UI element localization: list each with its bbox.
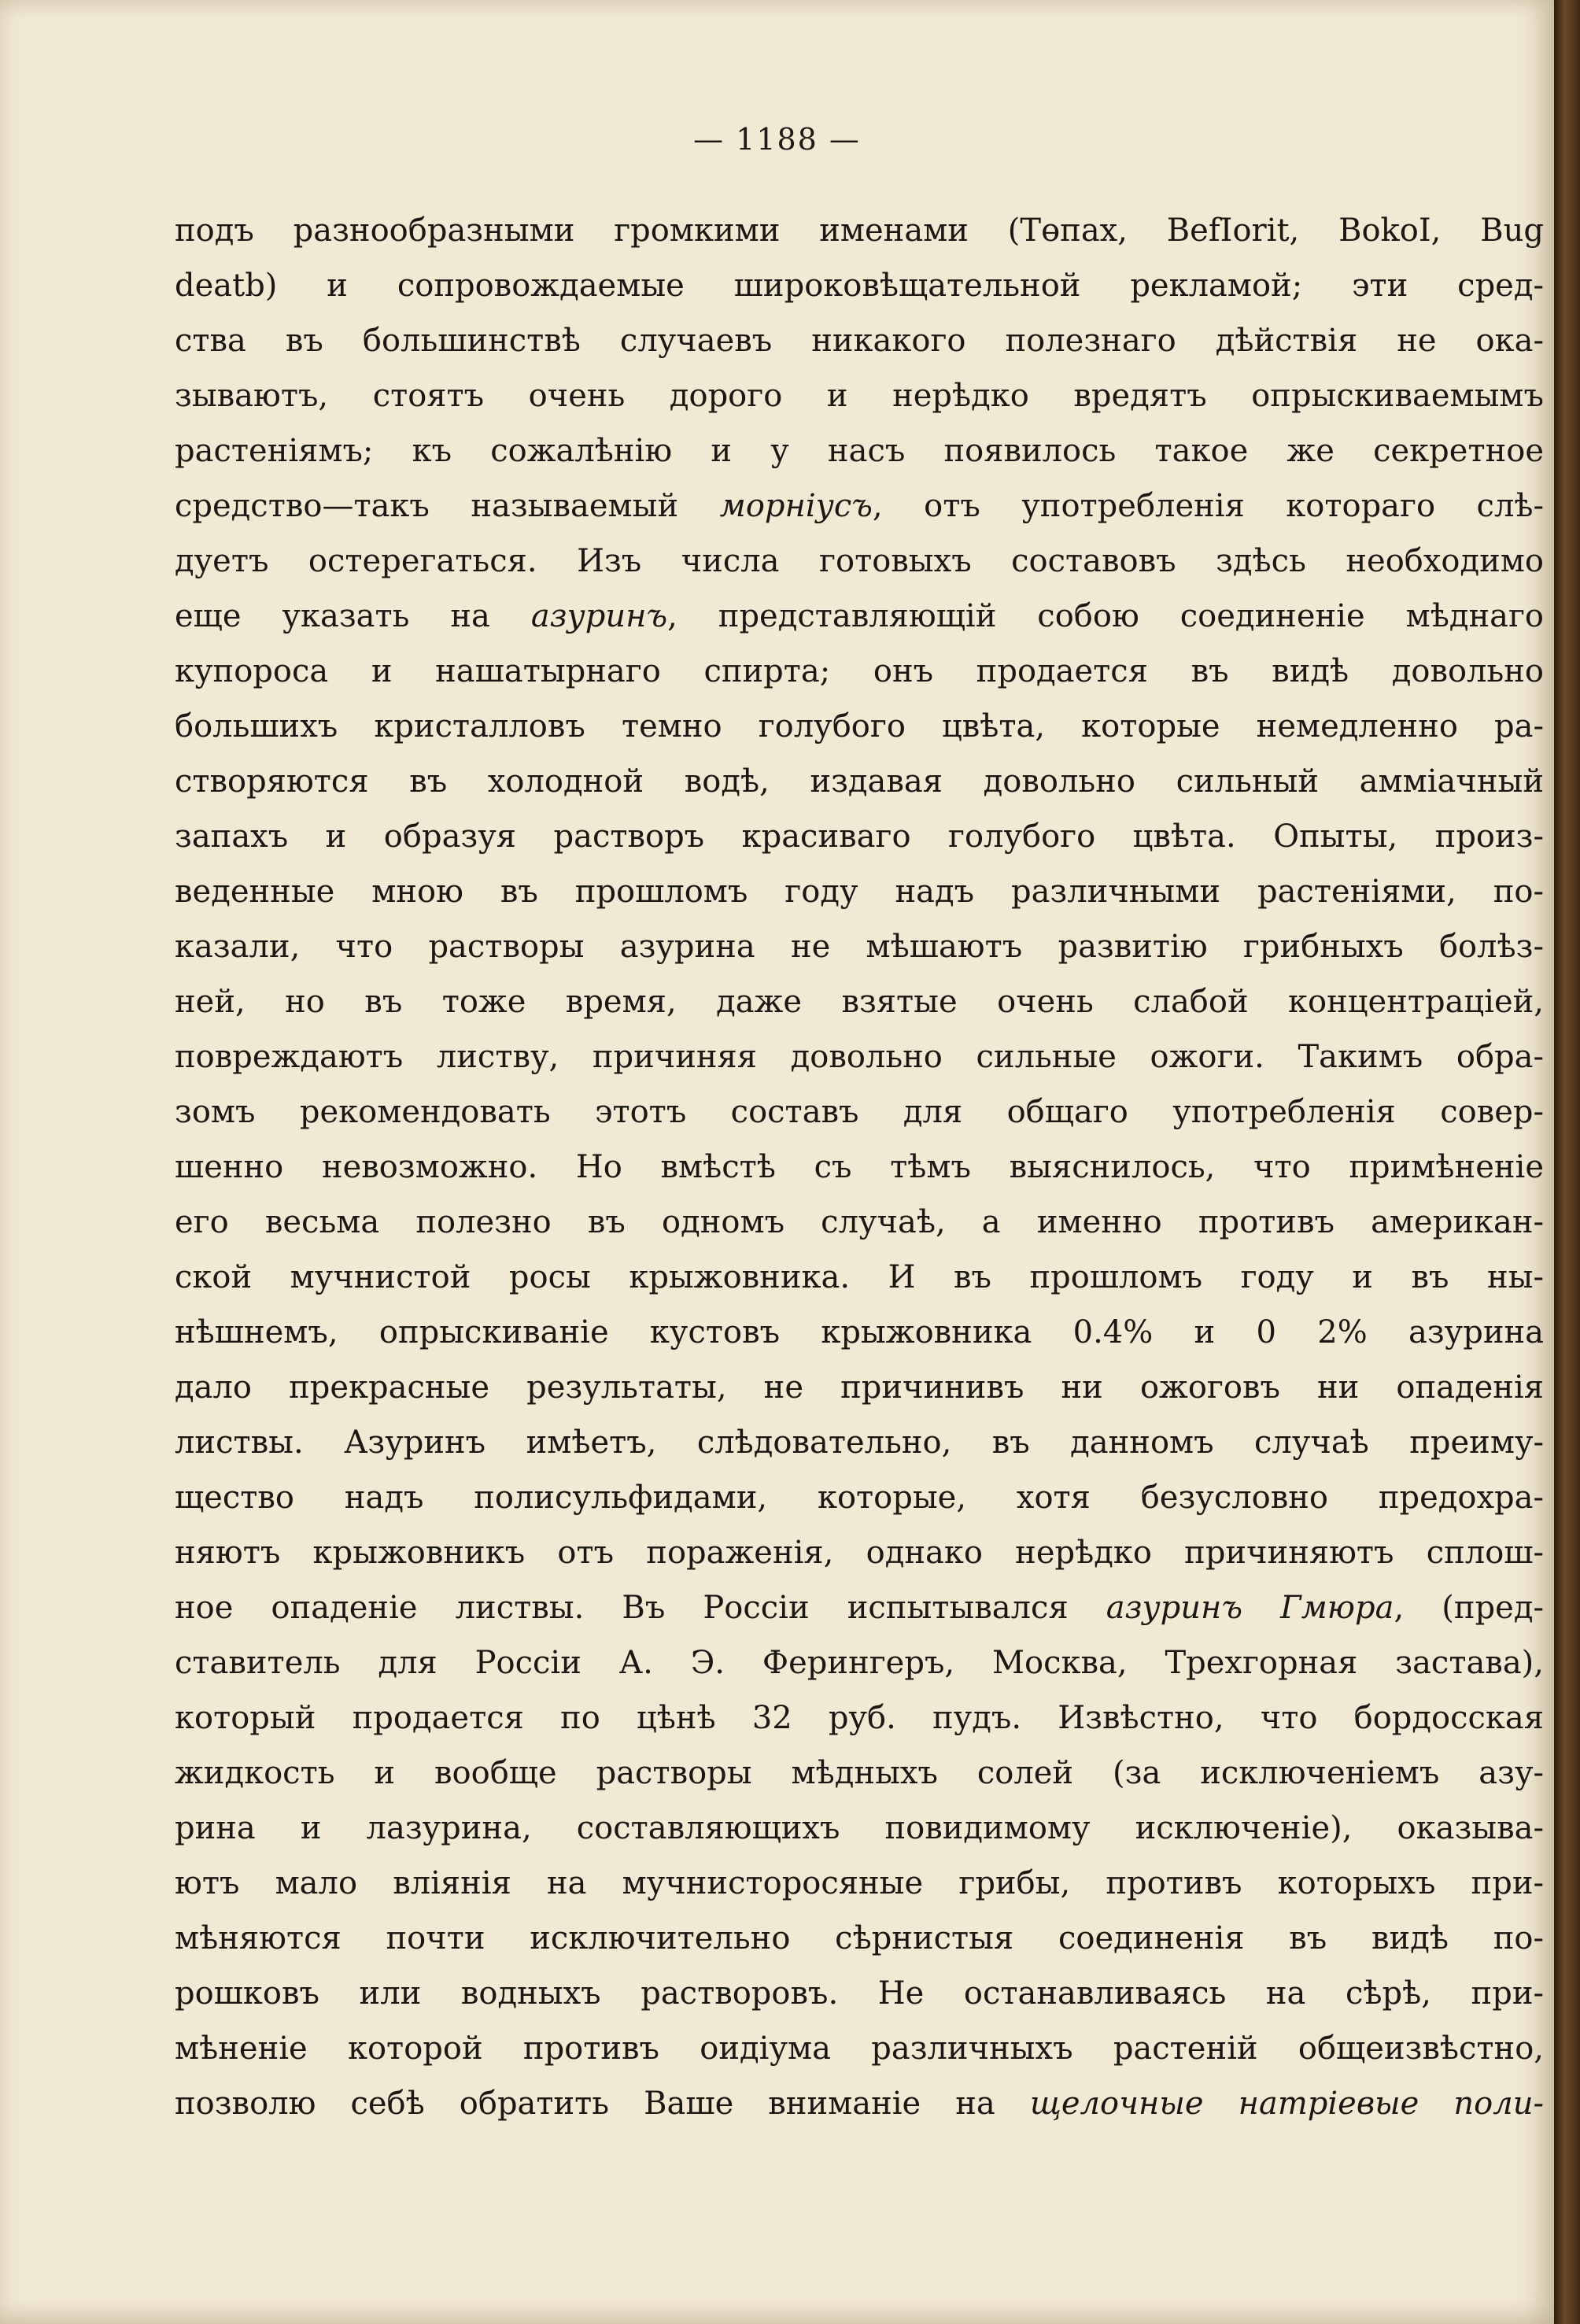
text-line — [175, 1470, 1544, 1525]
text-line — [175, 1690, 1544, 1746]
text-line — [175, 754, 1544, 809]
text-segment: его весьма полезно въ одномъ случаѣ, а именно противъ американ- — [175, 1204, 1544, 1240]
text-segment: створяются въ холодной водѣ, издавая довольно сильный амміачный — [175, 763, 1544, 800]
text-line — [175, 1635, 1544, 1690]
text-segment: рошковъ или водныхъ растворовъ. Не останавливаясь на сѣрѣ, при- — [175, 1975, 1544, 2012]
text-line — [175, 1525, 1544, 1580]
text-segment: веденные мною въ прошломъ году надъ различными растеніями, по- — [175, 874, 1544, 910]
text-line — [175, 2021, 1544, 2076]
text-line — [175, 1195, 1544, 1250]
text-line — [175, 589, 1544, 644]
text-line — [175, 1856, 1544, 1911]
text-segment: запахъ и образуя растворъ красиваго голубого цвѣта. Опыты, произ- — [175, 818, 1544, 855]
text-segment: ставитель для Россіи А. Э. Ферингеръ, Москва, Трехгорная застава), — [175, 1645, 1544, 1681]
text-line — [175, 1801, 1544, 1856]
text-line — [175, 809, 1544, 864]
text-segment: позволю себѣ обратить Ваше вниманіе на — [175, 2086, 1030, 2122]
text-segment: нѣшнемъ, опрыскиваніе кустовъ крыжовника 0.4% и 0 2% азурина — [175, 1314, 1544, 1350]
italic-term: азуринъ — [530, 598, 668, 634]
text-segment: ютъ мало вліянія на мучнисторосяные грибы, противъ которыхъ при- — [175, 1865, 1544, 1901]
text-line — [175, 478, 1544, 534]
text-line — [175, 368, 1544, 423]
text-line — [175, 864, 1544, 919]
text-segment: растеніямъ; къ сожалѣнію и у насъ появилось такое же секретное — [175, 433, 1544, 469]
text-segment: , отъ употребленія котораго слѣ- — [872, 488, 1544, 524]
text-segment: ства въ большинствѣ случаевъ никакого полезнаго дѣйствія не ока- — [175, 323, 1544, 359]
text-segment: ской мучнистой росы крыжовника. И въ прошломъ году и въ ны- — [175, 1259, 1544, 1295]
text-segment: повреждаютъ листву, причиняя довольно сильные ожоги. Такимъ обра- — [175, 1039, 1544, 1075]
text-line — [175, 1966, 1544, 2021]
text-segment: мѣняются почти исключительно сѣрнистыя соединенія въ видѣ по- — [175, 1920, 1544, 1956]
text-line — [175, 423, 1544, 478]
italic-term: азуринъ Гмюра — [1106, 1590, 1394, 1626]
text-line — [175, 203, 1544, 258]
text-segment: подъ разнообразными громкими именами (Төпах, BefIorit, BokoI, Bug — [175, 212, 1544, 249]
text-segment: ное опаденіе листвы. Въ Россіи испытывался — [175, 1590, 1106, 1626]
text-segment: рина и лазурина, составляющихъ повидимому исключеніе), оказыва- — [175, 1810, 1544, 1846]
text-line — [175, 534, 1544, 589]
text-line — [175, 1140, 1544, 1195]
text-segment: еще указать на — [175, 598, 531, 634]
text-line — [175, 919, 1544, 974]
text-segment: шенно невозможно. Но вмѣстѣ съ тѣмъ выяснилось, что примѣненіе — [175, 1149, 1544, 1185]
text-segment: ней, но въ тоже время, даже взятые очень слабой концентраціей, — [175, 984, 1544, 1020]
page-edge — [1554, 0, 1580, 2324]
text-segment: , (пред- — [1394, 1590, 1544, 1626]
text-segment: , представляющій собою соединеніе мѣднаго — [667, 598, 1544, 634]
text-line — [175, 1746, 1544, 1801]
text-segment: щество надъ полисульфидами, которые, хотя безусловно предохра- — [175, 1480, 1544, 1516]
italic-term: щелочные натріевые поли- — [1029, 2086, 1544, 2122]
text-segment: большихъ кристалловъ темно голубого цвѣта, которые немедленно ра- — [175, 708, 1544, 744]
text-segment: зомъ рекомендовать этотъ составъ для общаго употребленія совер- — [175, 1094, 1544, 1130]
text-segment: дуетъ остерегаться. Изъ числа готовыхъ составовъ здѣсь необходимо — [175, 543, 1544, 579]
text-segment: листвы. Азуринъ имѣетъ, слѣдовательно, въ данномъ случаѣ преиму- — [175, 1424, 1544, 1461]
text-segment: няютъ крыжовникъ отъ пораженія, однако нерѣдко причиняютъ сплош- — [175, 1535, 1544, 1571]
text-line — [175, 1415, 1544, 1470]
text-segment: который продается по цѣнѣ 32 руб. пудъ. Извѣстно, что бордосская — [175, 1700, 1544, 1736]
text-segment: мѣненіе которой противъ оидіума различныхъ растеній общеизвѣстно, — [175, 2030, 1544, 2067]
text-line — [175, 2076, 1544, 2131]
body-text — [175, 203, 1544, 2131]
text-line — [175, 699, 1544, 754]
text-segment: жидкость и вообще растворы мѣдныхъ солей (за исключеніемъ азу- — [175, 1755, 1544, 1791]
text-line — [175, 644, 1544, 699]
text-segment: купороса и нашатырнаго спирта; онъ продается въ видѣ довольно — [175, 653, 1544, 689]
text-line — [175, 1029, 1544, 1084]
text-segment: казали, что растворы азурина не мѣшаютъ развитію грибныхъ болѣз- — [175, 929, 1544, 965]
text-line — [175, 1250, 1544, 1305]
text-line — [175, 258, 1544, 313]
page-number: — 1188 — — [693, 122, 861, 157]
text-line — [175, 1911, 1544, 1966]
text-line — [175, 1084, 1544, 1140]
italic-term: морніусъ — [719, 488, 873, 524]
text-segment: средство—такъ называемый — [175, 488, 720, 524]
text-line — [175, 1580, 1544, 1635]
text-line — [175, 1305, 1544, 1360]
text-segment: deatb) и сопровождаемые широковѣщательной рекламой; эти сред- — [175, 268, 1544, 304]
text-line — [175, 1360, 1544, 1415]
text-line — [175, 974, 1544, 1029]
text-line — [175, 313, 1544, 368]
text-segment: дало прекрасные результаты, не причинивъ ни ожоговъ ни опаденія — [175, 1369, 1544, 1406]
text-segment: зываютъ, стоятъ очень дорого и нерѣдко вредятъ опрыскиваемымъ — [175, 378, 1544, 414]
